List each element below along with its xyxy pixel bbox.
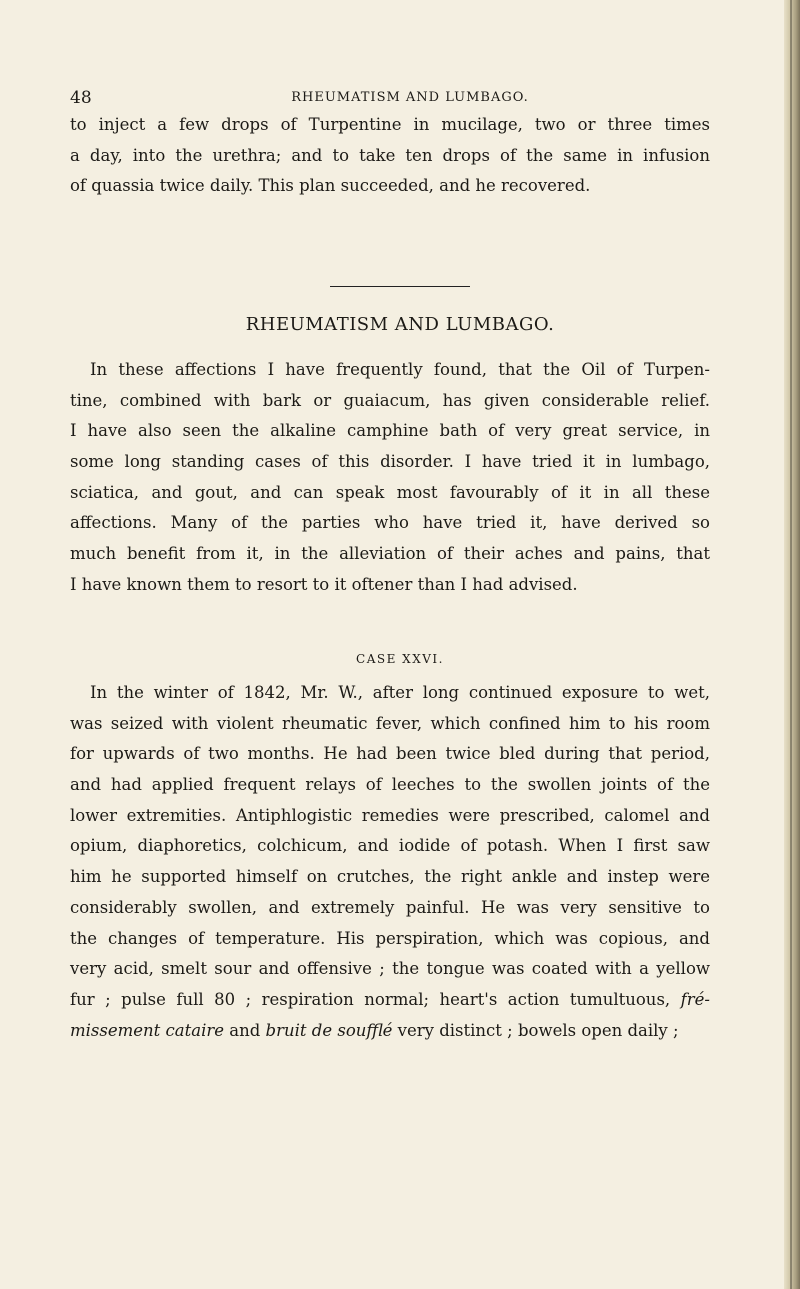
- text-line: very acid, smelt sour and offensive ; the tongue was coated with a yellow: [70, 959, 710, 979]
- text-segment: very distinct ; bowels open daily ;: [397, 1020, 679, 1040]
- text-line: for upwards of two months. He had been twice bled during that period,: [70, 744, 710, 764]
- text-segment: fur ; pulse full 80 ; respiration normal; heart's action tumultuous,: [70, 989, 671, 1009]
- text-line: opium, diaphoretics, colchicum, and iodide of potash. When I first saw: [70, 836, 710, 856]
- text-line: In the winter of 1842, Mr. W., after long continued exposure to wet,: [90, 683, 710, 702]
- text-line: some long standing cases of this disorder. I have tried it in lumbago,: [70, 452, 710, 472]
- text-segment: and: [229, 1020, 261, 1040]
- text-line-with-italic: [70, 1016, 710, 1047]
- page-edge-binding: [784, 0, 800, 1289]
- page-number: 48: [70, 88, 92, 108]
- text-line: to inject a few drops of Turpentine in mucilage, two or three times: [70, 115, 710, 134]
- text-line: and had applied frequent relays of leeches to the swollen joints of the: [70, 775, 710, 795]
- paragraph-case-xxvi: [70, 678, 710, 1046]
- text-line: him he supported himself on crutches, the right ankle and instep were: [70, 867, 710, 887]
- paragraph-turpentine-continuation: [70, 110, 710, 202]
- text-line: a day, into the urethra; and to take ten drops of the same in infusion: [70, 145, 710, 165]
- section-divider: [330, 286, 470, 287]
- text-line: tine, combined with bark or guaiacum, has given considerable relief.: [70, 390, 710, 410]
- paragraph-rheumatism-intro: [70, 355, 710, 601]
- text-line: much benefit from it, in the alleviation of their aches and pains, that: [70, 544, 710, 564]
- text-line: In these affections I have frequently found, that the Oil of Turpen-: [90, 360, 710, 379]
- italic-term: missement cataire: [70, 1020, 225, 1040]
- running-header: [70, 88, 720, 112]
- text-line: I have also seen the alkaline camphine bath of very great service, in: [70, 421, 710, 441]
- italic-term: bruit de soufflé: [265, 1020, 393, 1040]
- text-line: sciatica, and gout, and can speak most favourably of it in all these: [70, 482, 710, 502]
- section-heading: RHEUMATISM AND LUMBAGO.: [245, 314, 555, 335]
- italic-term: fré-: [680, 989, 710, 1009]
- text-line: lower extremities. Antiphlogistic remedies were prescribed, calomel and: [70, 805, 710, 825]
- text-line: the changes of temperature. His perspiration, which was copious, and: [70, 928, 710, 948]
- text-line: was seized with violent rheumatic fever, which confined him to his room: [70, 713, 710, 733]
- case-heading: CASE XXVI.: [356, 652, 444, 666]
- text-line: considerably swollen, and extremely painful. He was very sensitive to: [70, 897, 710, 917]
- running-title: RHEUMATISM AND LUMBAGO.: [291, 90, 529, 105]
- text-line: of quassia twice daily. This plan succeeded, and he recovered.: [70, 176, 591, 196]
- text-line-with-italic: [70, 985, 710, 1016]
- text-line: I have known them to resort to it oftener than I had advised.: [70, 574, 578, 594]
- text-line: affections. Many of the parties who have tried it, have derived so: [70, 513, 710, 533]
